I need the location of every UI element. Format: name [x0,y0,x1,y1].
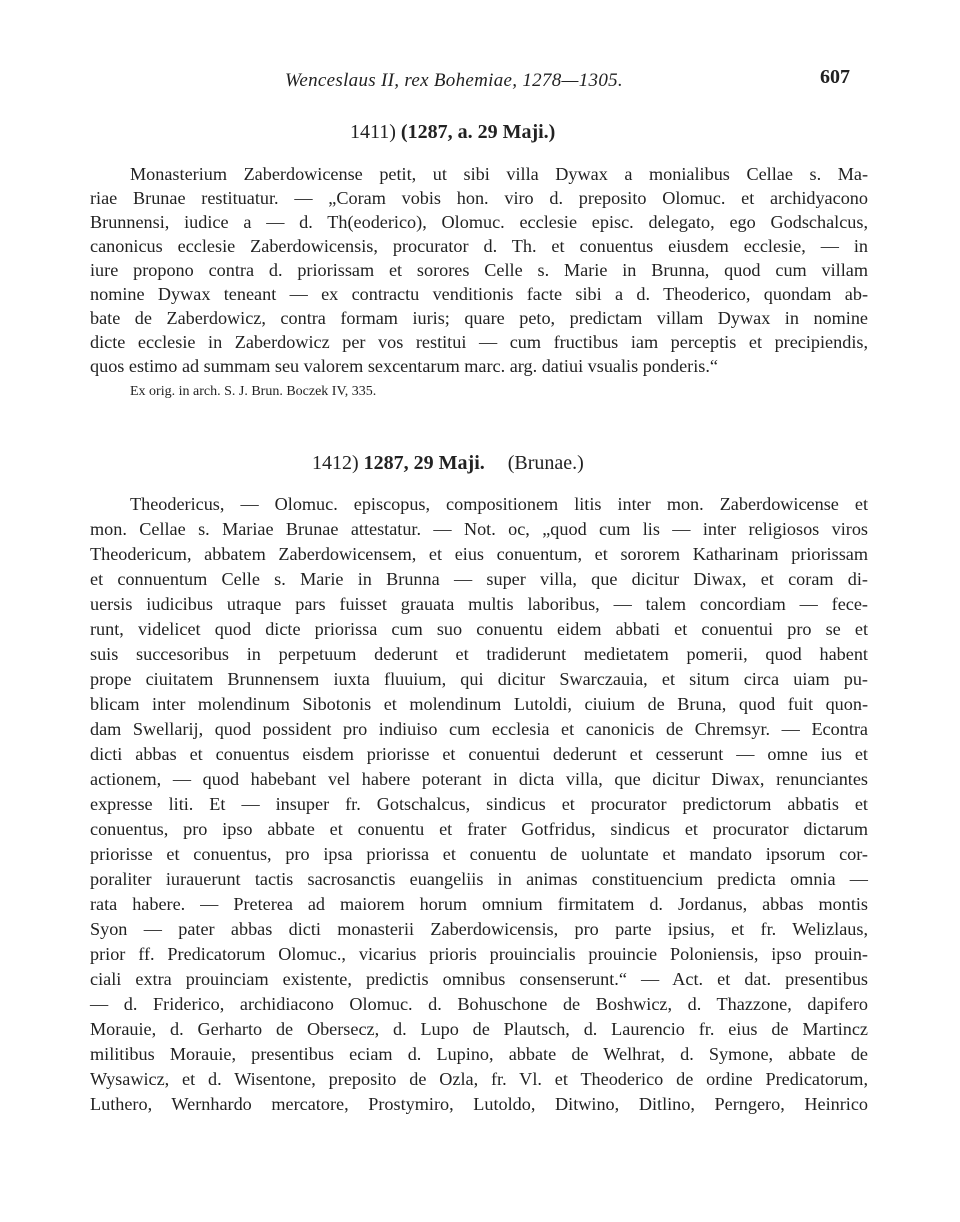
text-line: mon. Cellae s. Mariae Brunae attestatur. — Not. oc, „quod cum lis — inter religiosos viros [90,519,868,539]
text-line: blicam inter molendinum Sibotonis et molendinum Lutoldi, ciuium de Bruna, quod fuit quon- [90,694,868,714]
text-line: uersis iudicibus utraque pars fuisset grauata multis laboribus, — talem concordiam — fece- [90,594,868,614]
text-line: ciali extra prouinciam existente, predictis omnibus consenserunt.“ — Act. et dat. presentibus [90,969,868,989]
text-line: nomine Dywax teneant — ex contractu venditionis facte sibi a d. Theoderico, quondam ab- [90,284,868,304]
text-line: Syon — pater abbas dicti monasterii Zaberdowicensis, pro parte ipsius, et fr. Welizlaus, [90,919,868,939]
entry-heading-1412 [312,452,584,475]
page-number: 607 [820,66,850,88]
text-line: dam Swellarij, quod possident pro indiuiso cum ecclesia et canonicis de Chremsyr. — Econtra [90,719,868,739]
text-line: expresse liti. Et — insuper fr. Gotschalcus, sindicus et procurator predictorum abbatis et [90,794,868,814]
text-line: canonicus ecclesie Zaberdowicensis, procurator d. Th. et conuentus eiusdem ecclesie, — in [90,236,868,256]
entry-place: (Brunae.) [507,452,584,474]
source-citation: Ex orig. in arch. S. J. Brun. Boczek IV, 335. [130,384,377,399]
text-line: dicte ecclesie in Zaberdowicz per vos restitui — cum fructibus iam perceptis et precipiendis, [90,332,868,352]
text-line: quos estimo ad summam seu valorem sexcentarum marc. arg. datiui vsualis ponderis.“ [90,356,718,376]
text-line: Wysawicz, et d. Wisentone, preposito de Ozla, fr. Vl. et Theoderico de ordine Predicatorum, [90,1069,868,1089]
text-line: Monasterium Zaberdowicense petit, ut sibi villa Dywax a monialibus Cellae s. Ma- [130,164,868,184]
text-line: priorisse et conuentus, pro ipsa priorissa et conuentu de uoluntate et mandato ipsorum cor- [90,844,868,864]
text-line: Theodericus, — Olomuc. episcopus, compositionem litis inter mon. Zaberdowicense et [130,494,868,514]
text-line: suis succesoribus in perpetuum dederunt et tradiderunt medietatem pomerii, quod habent [90,644,868,664]
text-line: bate de Zaberdowicz, contra formam iuris; quare peto, predictam villam Dywax in nomine [90,308,868,328]
text-line: actionem, — quod habebant vel habere poterant in dicta villa, que dicitur Diwax, renunciantes [90,769,868,789]
entry-date: (1287, a. 29 Maji.) [400,121,556,143]
text-line: Morauie, d. Gerharto de Obersecz, d. Lupo de Plautsch, d. Laurencio fr. eius de Martincz [90,1019,868,1039]
text-line: prope ciuitatem Brunnensem iuxta fluuium, qui dicitur Swarczauia, et situm circa uiam pu- [90,669,868,689]
entry-date: 1287, 29 Maji. [363,452,485,474]
entry-number: 1412) [312,452,359,474]
text-line: iure propono contra d. priorissam et sorores Celle s. Marie in Brunna, quod cum villam [90,260,868,280]
text-line: dicti abbas et conuentus eisdem priorisse et conuentui dederunt et cesserunt — omne ius et [90,744,868,764]
text-line: militibus Morauie, presentibus eciam d. Lupino, abbate de Welhrat, d. Symone, abbate de [90,1044,868,1064]
entry-heading-1411 [350,121,555,144]
text-line: Brunnensi, iudice a — d. Th(eoderico), Olomuc. ecclesie episc. delegato, ego Godschalcus, [90,212,868,232]
text-line: poraliter iurauerunt tactis sacrosanctis euangeliis in animas constituencium predicta omnia — [90,869,868,889]
text-line: — d. Friderico, archidiacono Olomuc. d. Bohuschone de Boshwicz, d. Thazzone, dapifero [90,994,868,1014]
text-line: runt, videlicet quod dicte priorissa cum suo conuentu eidem abbati et conuentui pro se et [90,619,868,639]
text-line: conuentus, pro ipso abbate et conuentu et frater Gotfridus, sindicus et procurator dictarum [90,819,868,839]
text-line: Theodericum, abbatem Zaberdowicensem, et eius conuentum, et sororem Katharinam priorissam [90,544,868,564]
text-line: Luthero, Wernhardo mercatore, Prostymiro, Lutoldo, Ditwino, Ditlino, Perngero, Heinrico [90,1094,868,1114]
running-head: Wenceslaus II, rex Bohemiae, 1278—1305. [285,70,623,91]
text-line: et connuentum Celle s. Marie in Brunna — super villa, que dicitur Diwax, et coram di- [90,569,868,589]
text-line: riae Brunae restituatur. — „Coram vobis hon. viro d. preposito Olomuc. et archidyacono [90,188,868,208]
text-line: rata habere. — Preterea ad maiorem horum omnium firmitatem d. Jordanus, abbas montis [90,894,868,914]
text-line: prior ff. Predicatorum Olomuc., vicarius prioris prouincialis prouincie Poloniensis, ipso prouin- [90,944,868,964]
entry-number: 1411) [350,121,396,143]
